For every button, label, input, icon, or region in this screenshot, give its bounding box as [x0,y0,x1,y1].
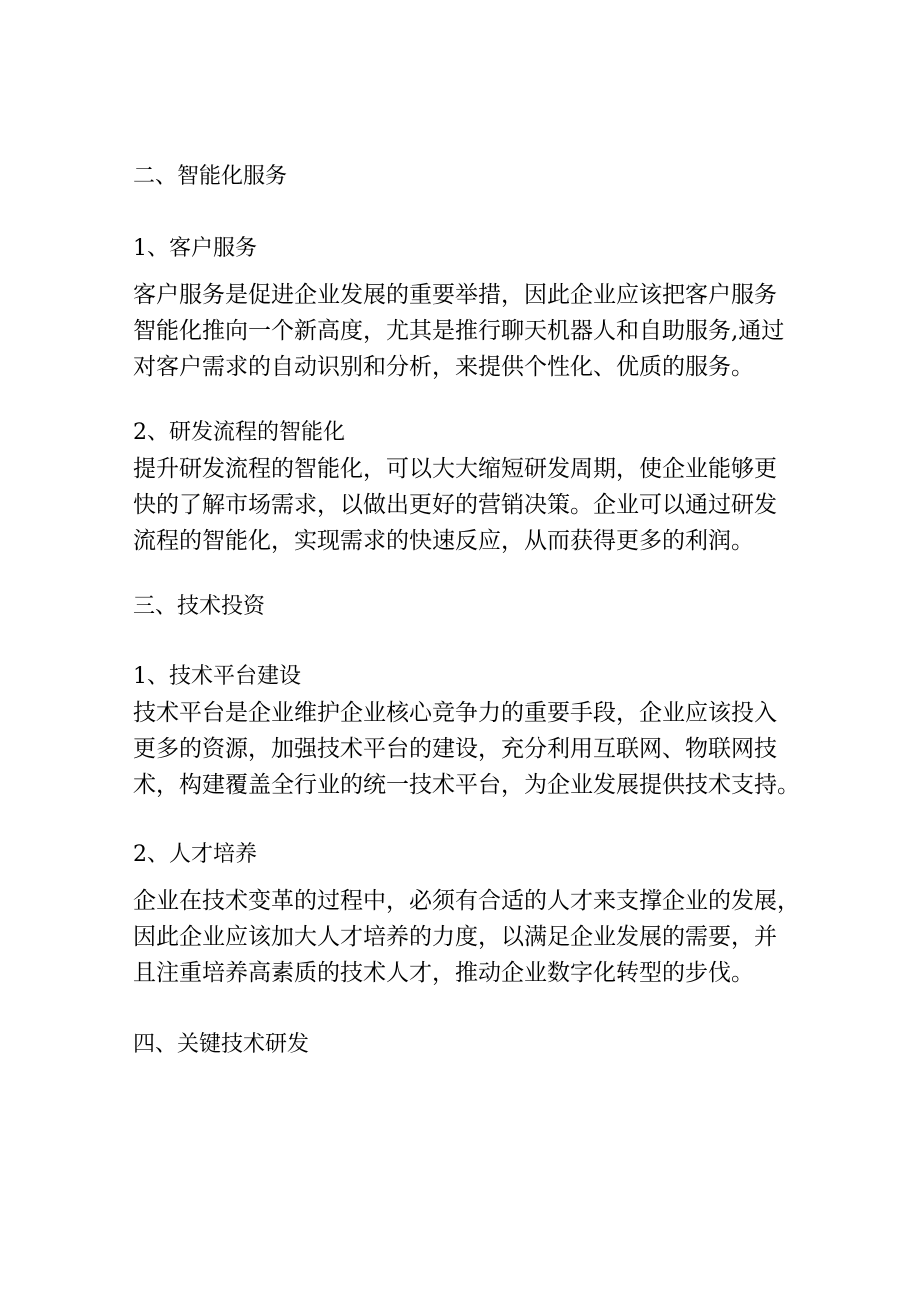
paragraph-line: 智能化推向一个新高度，尤其是推行聊天机器人和自助服务,通过 [133,318,785,344]
subsection-title-customer-service: 1、客户服务 [133,236,257,261]
paragraph-line: 更多的资源，加强技术平台的建设，充分利用互联网、物联网技 [133,736,777,762]
paragraph-line: 快的了解市场需求，以做出更好的营销决策。企业可以通过研发 [133,492,777,518]
paragraph-line: 客户服务是促进企业发展的重要举措，因此企业应该把客户服务 [133,282,777,308]
paragraph-line: 技术平台是企业维护企业核心竞争力的重要手段，企业应该投入 [133,700,777,726]
subsection-title-talent-development: 2、人才培养 [133,842,257,867]
paragraph-line: 流程的智能化，实现需求的快速反应，从而获得更多的利润。 [133,528,754,554]
paragraph-line: 且注重培养高素质的技术人才，推动企业数字化转型的步伐。 [133,960,754,986]
paragraph-line: 对客户需求的自动识别和分析，来提供个性化、优质的服务。 [133,354,754,380]
paragraph-line: 术，构建覆盖全行业的统一技术平台，为企业发展提供技术支持。 [133,772,800,798]
paragraph-line: 企业在技术变革的过程中，必须有合适的人才来支撑企业的发展， [133,888,800,914]
paragraph-line: 因此企业应该加大人才培养的力度，以满足企业发展的需要，并 [133,924,777,950]
paragraph-line: 提升研发流程的智能化，可以大大缩短研发周期，使企业能够更 [133,456,777,482]
section-heading-intelligent-services: 二、智能化服务 [133,164,288,189]
subsection-title-rd-process: 2、研发流程的智能化 [133,420,345,445]
subsection-title-tech-platform: 1、技术平台建设 [133,664,301,689]
section-heading-key-technology-rd: 四、关键技术研发 [133,1032,310,1057]
section-heading-technology-investment: 三、技术投资 [133,594,266,619]
